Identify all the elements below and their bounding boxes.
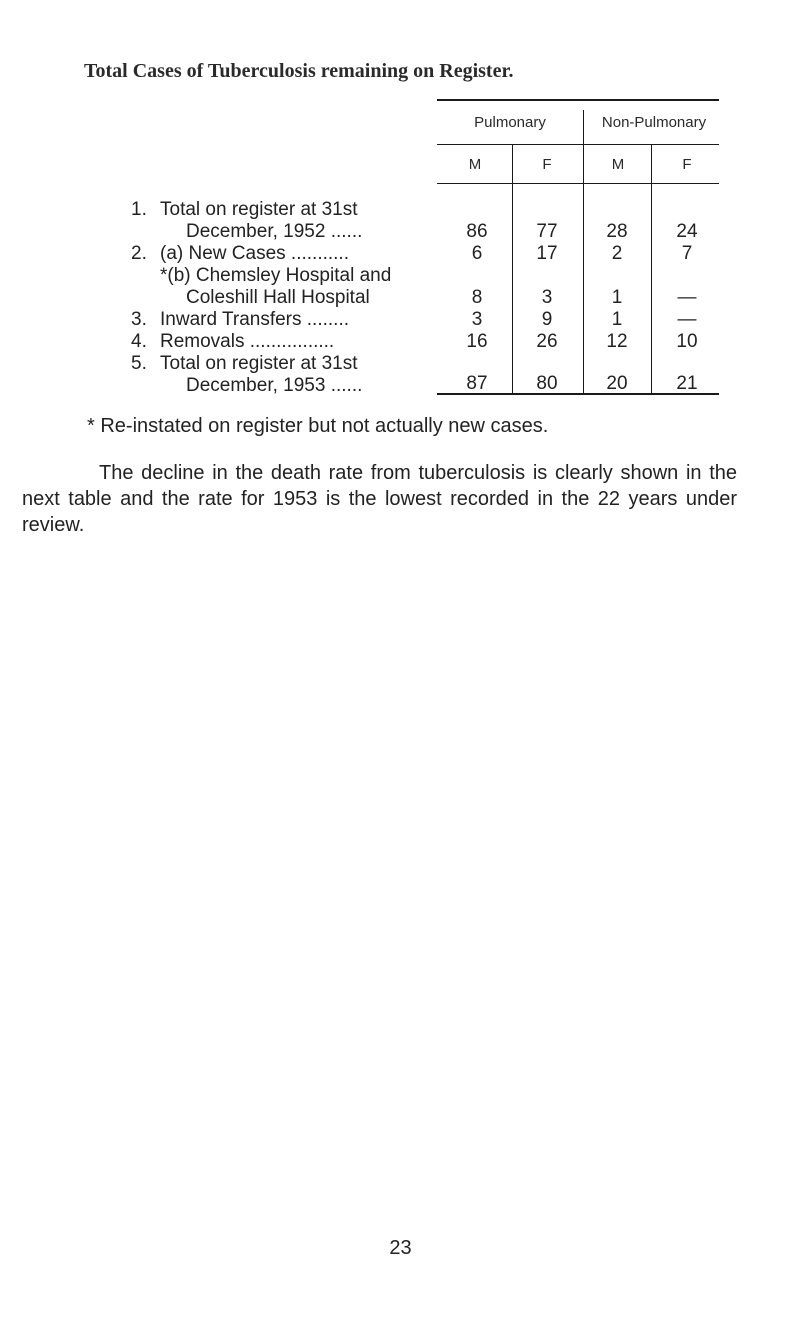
cell: 3 [541,287,553,308]
cell: 8 [471,287,483,308]
cell: 7 [681,243,693,264]
body-paragraph: The decline in the death rate from tuberculosis is clearly shown in the next table and the rate for 1953 is the lowest recorded in the 22 years under review. [22,462,737,536]
pulmonary-m-f-divider [512,144,513,394]
row-label-cont: December, 1953 ...... [186,375,363,396]
cell: 2 [611,243,623,264]
cell: 16 [466,331,488,352]
row-number: 2. [131,243,147,264]
row-number: 1. [131,199,147,220]
col-header-non-pulmonary-f: F [682,156,692,173]
row-label-cont: December, 1952 ...... [186,221,363,242]
cell: 6 [471,243,483,264]
row-label: *(b) Chemsley Hospital and [160,265,392,286]
group-header-pulmonary: Pulmonary [474,114,546,131]
footnote: * Re-instated on register but not actually new cases. [87,415,549,437]
row-number: 3. [131,309,147,330]
col-header-pulmonary-f: F [542,156,552,173]
non-pulmonary-m-f-divider [651,144,652,394]
row-label: (a) New Cases ........... [160,243,349,264]
cell: 12 [606,331,628,352]
row-label: Total on register at 31st [160,353,358,374]
row-label-cont: Coleshill Hall Hospital [186,287,370,308]
cell: 21 [676,373,698,394]
cell: 86 [466,221,488,242]
cell: 1 [611,309,623,330]
cell: 26 [536,331,558,352]
cell: 80 [536,373,558,394]
group-divider [583,110,584,394]
cell: 3 [471,309,483,330]
row-number: 4. [131,331,147,352]
row-number: 5. [131,353,147,374]
col-header-non-pulmonary-m: M [611,156,625,173]
cell: 77 [536,221,558,242]
cell: 87 [466,373,488,394]
cell: 1 [611,287,623,308]
cell: — [677,287,697,308]
cell: 20 [606,373,628,394]
col-header-pulmonary-m: M [468,156,482,173]
page-title: Total Cases of Tuberculosis remaining on Register. [84,60,514,82]
row-label: Total on register at 31st [160,199,358,220]
cell: — [677,309,697,330]
group-header-non-pulmonary: Non-Pulmonary [601,114,707,131]
header-bottom-rule [437,183,719,184]
table-top-rule [437,99,719,101]
cell: 28 [606,221,628,242]
tb-register-table [0,0,801,400]
cell: 9 [541,309,553,330]
cell: 24 [676,221,698,242]
cell: 10 [676,331,698,352]
cell: 17 [536,243,558,264]
row-label: Removals ................ [160,331,335,352]
subheader-rule [437,144,719,145]
row-label: Inward Transfers ........ [160,309,350,330]
page-number: 23 [389,1237,412,1259]
